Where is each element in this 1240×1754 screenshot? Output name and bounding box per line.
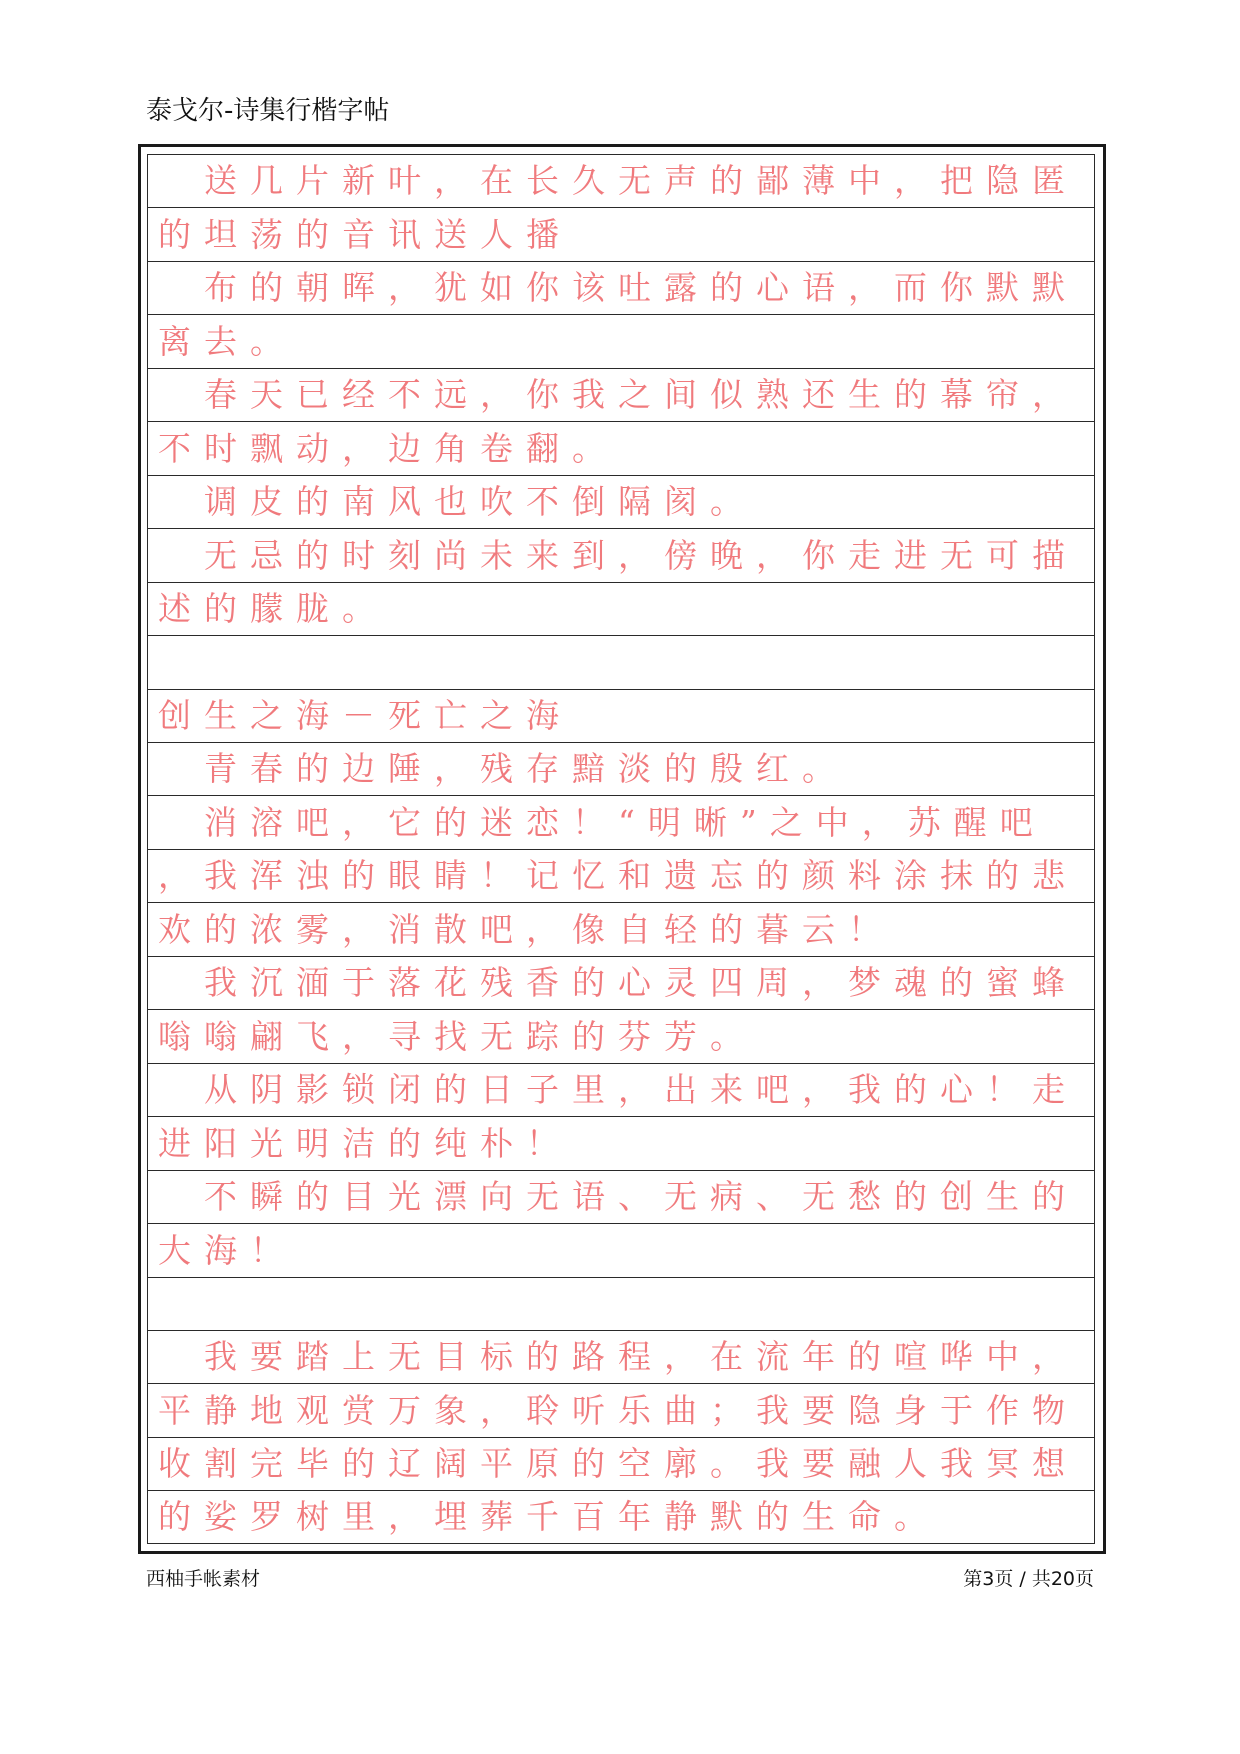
writing-line <box>148 1116 1094 1169</box>
handwritten-line-text: 我要踏上无目标的路程，在流年的喧哗中， <box>158 1337 1078 1377</box>
writing-line <box>148 689 1094 742</box>
writing-line <box>148 261 1094 314</box>
writing-line <box>148 1330 1094 1383</box>
handwritten-line-text: 嗡嗡翩飞，寻找无踪的芬芳。 <box>158 1016 756 1056</box>
footer-page-indicator: 第3页 / 共20页 <box>963 1568 1094 1590</box>
writing-line <box>148 1277 1094 1330</box>
writing-line <box>148 368 1094 421</box>
writing-line <box>148 849 1094 902</box>
handwritten-line-text: 收割完毕的辽阔平原的空廓。我要融人我冥想 <box>158 1444 1078 1484</box>
handwritten-line-text: 我沉湎于落花残香的心灵四周，梦魂的蜜蜂 <box>158 963 1078 1003</box>
handwritten-line-text: ，我浑浊的眼睛！记忆和遗忘的颜料涂抹的悲 <box>158 856 1078 896</box>
handwritten-line-text: 调皮的南风也吹不倒隔阂。 <box>158 482 756 522</box>
handwritten-line-text: 春天已经不远，你我之间似熟还生的幕帘， <box>158 375 1078 415</box>
handwritten-line-text: 创生之海－死亡之海 <box>158 695 572 735</box>
writing-line <box>148 1437 1094 1490</box>
page-title: 泰戈尔-诗集行楷字帖 <box>146 96 390 126</box>
handwritten-line-text: 送几片新叶，在长久无声的鄙薄中，把隐匿 <box>158 161 1078 201</box>
writing-line <box>148 1170 1094 1223</box>
writing-line <box>148 795 1094 848</box>
writing-line <box>148 635 1094 688</box>
handwritten-line-text: 大海！ <box>158 1230 296 1270</box>
footer-source-label: 西柚手帐素材 <box>146 1568 261 1590</box>
handwritten-line-text: 不瞬的目光漂向无语、无病、无愁的创生的 <box>158 1177 1078 1217</box>
writing-line <box>148 314 1094 367</box>
writing-line <box>148 1383 1094 1436</box>
writing-line <box>148 207 1094 260</box>
handwritten-line-text: 从阴影锁闭的日子里，出来吧，我的心！走 <box>158 1070 1078 1110</box>
writing-line <box>148 956 1094 1009</box>
handwritten-line-text: 的娑罗树里，埋葬千百年静默的生命。 <box>158 1496 940 1536</box>
writing-line <box>148 154 1094 207</box>
copybook-lined-sheet <box>147 154 1095 1544</box>
writing-line <box>148 421 1094 474</box>
handwritten-line-text: 消溶吧，它的迷恋！“明晰”之中，苏醒吧 <box>158 802 1046 842</box>
handwritten-line-text: 布的朝晖，犹如你该吐露的心语，而你默默 <box>158 268 1078 308</box>
writing-line <box>148 1490 1094 1543</box>
writing-line <box>148 1063 1094 1116</box>
handwritten-line-text: 无忌的时刻尚未来到，傍晚，你走进无可描 <box>158 535 1078 575</box>
handwritten-line-text: 述的朦胧。 <box>158 589 388 629</box>
handwritten-line-text: 离去。 <box>158 321 296 361</box>
handwritten-line-text: 进阳光明洁的纯朴！ <box>158 1123 572 1163</box>
handwritten-line-text: 不时飘动，边角卷翻。 <box>158 428 618 468</box>
writing-line <box>148 1009 1094 1062</box>
handwritten-line-text: 的坦荡的音讯送人播 <box>158 214 572 254</box>
writing-line <box>148 742 1094 795</box>
handwritten-line-text: 欢的浓雾，消散吧，像自轻的暮云！ <box>158 909 894 949</box>
writing-line <box>148 1223 1094 1276</box>
writing-line <box>148 582 1094 635</box>
handwritten-line-text: 青春的边陲，残存黯淡的殷红。 <box>158 749 848 789</box>
writing-line <box>148 902 1094 955</box>
handwritten-line-text: 平静地观赏万象，聆听乐曲；我要隐身于作物 <box>158 1390 1078 1430</box>
writing-line <box>148 528 1094 581</box>
writing-line <box>148 475 1094 528</box>
